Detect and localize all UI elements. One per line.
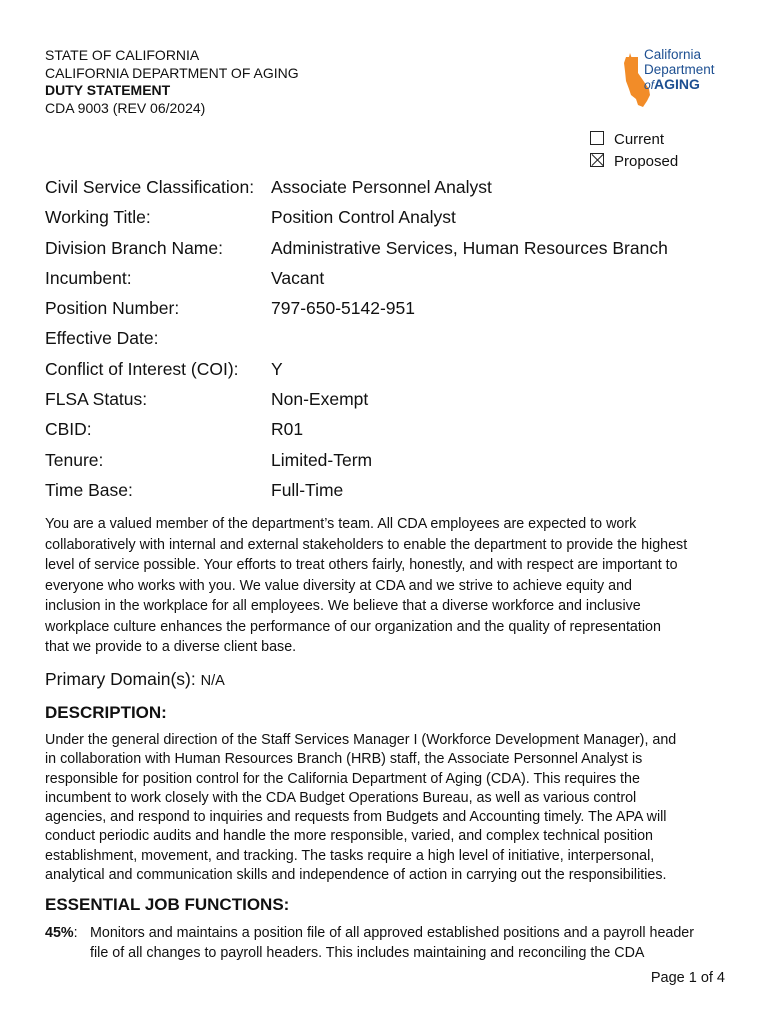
logo-line-california: California (644, 47, 702, 62)
intro-line: everyone who works with you. We value diversity at CDA and we strive to achieve equity and (45, 577, 632, 594)
status-current (590, 129, 678, 151)
field-value: R01 (271, 419, 304, 440)
description-line: agencies, and respond to inquiries and requests from Budgets and Accounting timely. The APA will (45, 809, 667, 826)
intro-line: collaboratively with internal and external stakeholders to enable the department to provide the highest (45, 536, 688, 553)
function-line: file of all changes to payroll headers. This includes maintaining and reconciling the CDA (90, 945, 645, 961)
description-line: incumbent to work closely with the CDA Budget Operations Bureau, as well as various control (45, 789, 637, 806)
document-header (45, 47, 299, 117)
field-value: Non-Exempt (271, 389, 369, 410)
field-value: Associate Personnel Analyst (271, 177, 492, 197)
primary-domain (45, 669, 225, 690)
description-line: analytical and communication skills and independence of action in carrying out the responsibilities. (45, 867, 667, 884)
field-label: Incumbent: (45, 267, 132, 288)
field-label: Division Branch Name: (45, 237, 223, 258)
document-title: DUTY STATEMENT (45, 82, 171, 98)
primary-domain-value: N/A (200, 673, 225, 689)
description-line: Under the general direction of the Staff Services Manager I (Workforce Development Manager), and (45, 732, 677, 748)
current-label: Current (614, 131, 665, 148)
header-department: CALIFORNIA DEPARTMENT OF AGING (45, 64, 299, 81)
field-label: Civil Service Classification: (45, 177, 255, 197)
description-heading: DESCRIPTION: (45, 703, 167, 722)
logo-line-department: Department (644, 62, 715, 77)
field-label: FLSA Status: (45, 389, 148, 410)
essential-function-item (45, 923, 730, 963)
current-checkbox[interactable] (590, 131, 604, 145)
field-label: Tenure: (45, 449, 104, 470)
field-label: Effective Date: (45, 328, 159, 349)
description-paragraph (45, 731, 725, 885)
description-line: in collaboration with Human Resources Branch (HRB) staff, the Associate Personnel Analyst is (45, 751, 643, 768)
field-value: 797-650-5142-951 (271, 298, 416, 319)
field-value: Administrative Services, Human Resources Branch (271, 237, 668, 258)
status-proposed (590, 151, 678, 173)
function-percent: 45%: (45, 925, 78, 941)
logo-line-aging: ofAGING (644, 76, 700, 92)
field-value: Vacant (271, 267, 325, 288)
logo-wordmark (644, 47, 715, 93)
essential-functions-heading: ESSENTIAL JOB FUNCTIONS: (45, 895, 290, 914)
field-label: Conflict of Interest (COI): (45, 358, 239, 379)
intro-line: You are a valued member of the department’s team. All CDA employees are expected to work (45, 516, 637, 532)
intro-line: that we provide to a diverse client base. (45, 639, 297, 655)
header-state: STATE OF CALIFORNIA (45, 47, 200, 63)
intro-paragraph (45, 514, 730, 658)
description-line: responsible for position control for the California Department of Aging (CDA). This requires the (45, 770, 640, 787)
description-line: establishment, movement, and tracking. The tasks require a high level of initiative, interpersonal, (45, 847, 655, 864)
cda-logo (620, 45, 730, 113)
field-value: Full-Time (271, 479, 344, 500)
field-value: Limited-Term (271, 449, 373, 470)
field-label: Time Base: (45, 479, 133, 500)
page-number: Page 1 of 4 (650, 970, 725, 986)
field-value: Y (271, 358, 283, 379)
function-line: Monitors and maintains a position file of all approved established positions and a payroll header (90, 925, 695, 941)
proposed-label: Proposed (614, 153, 679, 170)
function-text (90, 923, 730, 963)
intro-line: level of service possible. Your efforts to treat others fairly, honestly, and with respect are important to (45, 557, 678, 573)
intro-line: workplace culture enhances the performance of our organization and the quality of representation (45, 618, 661, 635)
field-value: Position Control Analyst (271, 207, 456, 228)
field-label: CBID: (45, 419, 92, 440)
field-label: Working Title: (45, 207, 151, 228)
proposed-checkbox[interactable] (590, 153, 604, 167)
primary-domain-label: Primary Domain(s): (45, 669, 196, 689)
description-line: conduct periodic audits and handle the more responsible, varied, and complex technical position (45, 828, 653, 845)
intro-line: inclusion in the workplace for all employees. We believe that a diverse workforce and inclusive (45, 598, 641, 614)
form-number: CDA 9003 (REV 06/2024) (45, 99, 206, 116)
position-status (590, 129, 678, 173)
field-label: Position Number: (45, 298, 180, 319)
